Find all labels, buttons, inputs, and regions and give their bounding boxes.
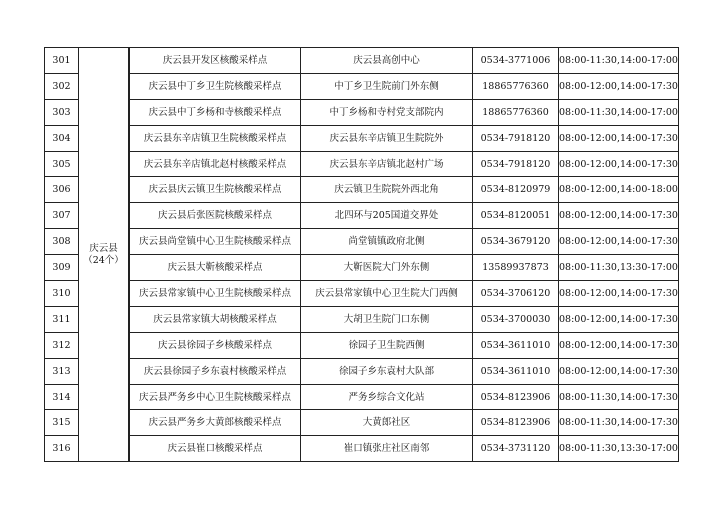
site-phone: 18865776360 xyxy=(473,99,559,125)
site-phone: 0534-8120051 xyxy=(473,203,559,229)
row-number: 308 xyxy=(45,229,79,255)
site-phone: 0534-3771006 xyxy=(473,48,559,74)
site-name: 庆云县徐园子乡核酸采样点 xyxy=(130,332,301,358)
row-number: 301 xyxy=(45,48,79,74)
site-hours: 08:00-12:00,14:00-17:30 xyxy=(559,125,679,151)
site-address: 大黄郎社区 xyxy=(301,410,473,436)
table-row xyxy=(45,384,679,410)
table-row xyxy=(45,255,679,281)
county-count: （24个） xyxy=(83,254,124,266)
site-phone: 0534-8120979 xyxy=(473,177,559,203)
site-address: 徐园子乡东袁村大队部 xyxy=(301,358,473,384)
table-row xyxy=(45,73,679,99)
site-phone: 0534-8123906 xyxy=(473,410,559,436)
row-number: 312 xyxy=(45,332,79,358)
site-name: 庆云县大靳核酸采样点 xyxy=(130,255,301,281)
site-hours: 08:00-12:00,14:00-17:30 xyxy=(559,281,679,307)
county-name: 庆云县 xyxy=(89,242,118,254)
table-row xyxy=(45,151,679,177)
table-row xyxy=(45,358,679,384)
row-number: 302 xyxy=(45,73,79,99)
site-address: 庆云县高创中心 xyxy=(301,48,473,74)
site-hours: 08:00-12:00,14:00-17:30 xyxy=(559,229,679,255)
site-name: 庆云县尚堂镇中心卫生院核酸采样点 xyxy=(130,229,301,255)
table-row xyxy=(45,436,679,462)
table-row xyxy=(45,306,679,332)
site-name: 庆云县崔口核酸采样点 xyxy=(130,436,301,462)
table-row xyxy=(45,410,679,436)
site-phone: 0534-7918120 xyxy=(473,125,559,151)
row-number: 303 xyxy=(45,99,79,125)
site-name: 庆云县徐园子乡东袁村核酸采样点 xyxy=(130,358,301,384)
site-hours: 08:00-12:00,14:00-17:30 xyxy=(559,203,679,229)
site-name: 庆云县庆云镇卫生院核酸采样点 xyxy=(130,177,301,203)
site-name: 庆云县东辛店镇卫生院核酸采样点 xyxy=(130,125,301,151)
site-name: 庆云县常家镇中心卫生院核酸采样点 xyxy=(130,281,301,307)
site-name: 庆云县后张医院核酸采样点 xyxy=(130,203,301,229)
site-hours: 08:00-12:00,14:00-17:30 xyxy=(559,358,679,384)
table-row xyxy=(45,99,679,125)
row-number: 309 xyxy=(45,255,79,281)
site-phone: 13589937873 xyxy=(473,255,559,281)
site-address: 尚堂镇镇政府北侧 xyxy=(301,229,473,255)
site-phone: 0534-8123906 xyxy=(473,384,559,410)
row-number: 313 xyxy=(45,358,79,384)
site-name: 庆云县中丁乡杨和寺核酸采样点 xyxy=(130,99,301,125)
site-name: 庆云县中丁乡卫生院核酸采样点 xyxy=(130,73,301,99)
site-phone: 0534-3731120 xyxy=(473,436,559,462)
table-row xyxy=(45,125,679,151)
site-address: 北四环与205国道交界处 xyxy=(301,203,473,229)
site-address: 大靳医院大门外东侧 xyxy=(301,255,473,281)
site-hours: 08:00-12:00,14:00-18:00 xyxy=(559,177,679,203)
site-hours: 08:00-11:30,14:00-17:30 xyxy=(559,410,679,436)
site-address: 严务乡综合文化站 xyxy=(301,384,473,410)
site-name: 庆云县常家镇大胡核酸采样点 xyxy=(130,306,301,332)
row-number: 310 xyxy=(45,281,79,307)
site-name: 庆云县东辛店镇北赵村核酸采样点 xyxy=(130,151,301,177)
site-hours: 08:00-12:00,14:00-17:30 xyxy=(559,306,679,332)
site-hours: 08:00-12:00,14:00-17:30 xyxy=(559,73,679,99)
county-cell xyxy=(79,48,129,462)
table-row xyxy=(45,48,679,74)
site-hours: 08:00-11:30,13:30-17:00 xyxy=(559,436,679,462)
site-hours: 08:00-11:30,14:00-17:00 xyxy=(559,99,679,125)
table-row xyxy=(45,177,679,203)
sampling-sites-table xyxy=(44,47,679,462)
row-number: 304 xyxy=(45,125,79,151)
site-address: 庆云镇卫生院院外西北角 xyxy=(301,177,473,203)
table-row xyxy=(45,281,679,307)
row-number: 314 xyxy=(45,384,79,410)
site-address: 庆云县常家镇中心卫生院大门西侧 xyxy=(301,281,473,307)
site-phone: 0534-3706120 xyxy=(473,281,559,307)
site-hours: 08:00-11:30,13:30-17:00 xyxy=(559,255,679,281)
site-phone: 0534-3611010 xyxy=(473,358,559,384)
site-name: 庆云县严务乡中心卫生院核酸采样点 xyxy=(130,384,301,410)
site-hours: 08:00-12:00,14:00-17:30 xyxy=(559,151,679,177)
site-phone: 0534-3679120 xyxy=(473,229,559,255)
row-number: 315 xyxy=(45,410,79,436)
table-row xyxy=(45,332,679,358)
site-address: 庆云县东辛店镇卫生院院外 xyxy=(301,125,473,151)
row-number: 306 xyxy=(45,177,79,203)
site-phone: 0534-7918120 xyxy=(473,151,559,177)
site-address: 庆云县东辛店镇北赵村广场 xyxy=(301,151,473,177)
site-address: 中丁乡卫生院前门外东侧 xyxy=(301,73,473,99)
row-number: 311 xyxy=(45,306,79,332)
site-hours: 08:00-12:00,14:00-17:30 xyxy=(559,332,679,358)
site-address: 大胡卫生院门口东侧 xyxy=(301,306,473,332)
site-phone: 0534-3611010 xyxy=(473,332,559,358)
site-hours: 08:00-11:30,14:00-17:30 xyxy=(559,384,679,410)
site-address: 崔口镇张庄社区南邻 xyxy=(301,436,473,462)
row-number: 307 xyxy=(45,203,79,229)
table-row xyxy=(45,229,679,255)
site-name: 庆云县严务乡大黄郎核酸采样点 xyxy=(130,410,301,436)
site-phone: 18865776360 xyxy=(473,73,559,99)
site-address: 中丁乡杨和寺村党支部院内 xyxy=(301,99,473,125)
site-phone: 0534-3700030 xyxy=(473,306,559,332)
site-name: 庆云县开发区核酸采样点 xyxy=(130,48,301,74)
site-address: 徐园子卫生院西侧 xyxy=(301,332,473,358)
row-number: 305 xyxy=(45,151,79,177)
table-row xyxy=(45,203,679,229)
site-hours: 08:00-11:30,14:00-17:00 xyxy=(559,48,679,74)
row-number: 316 xyxy=(45,436,79,462)
